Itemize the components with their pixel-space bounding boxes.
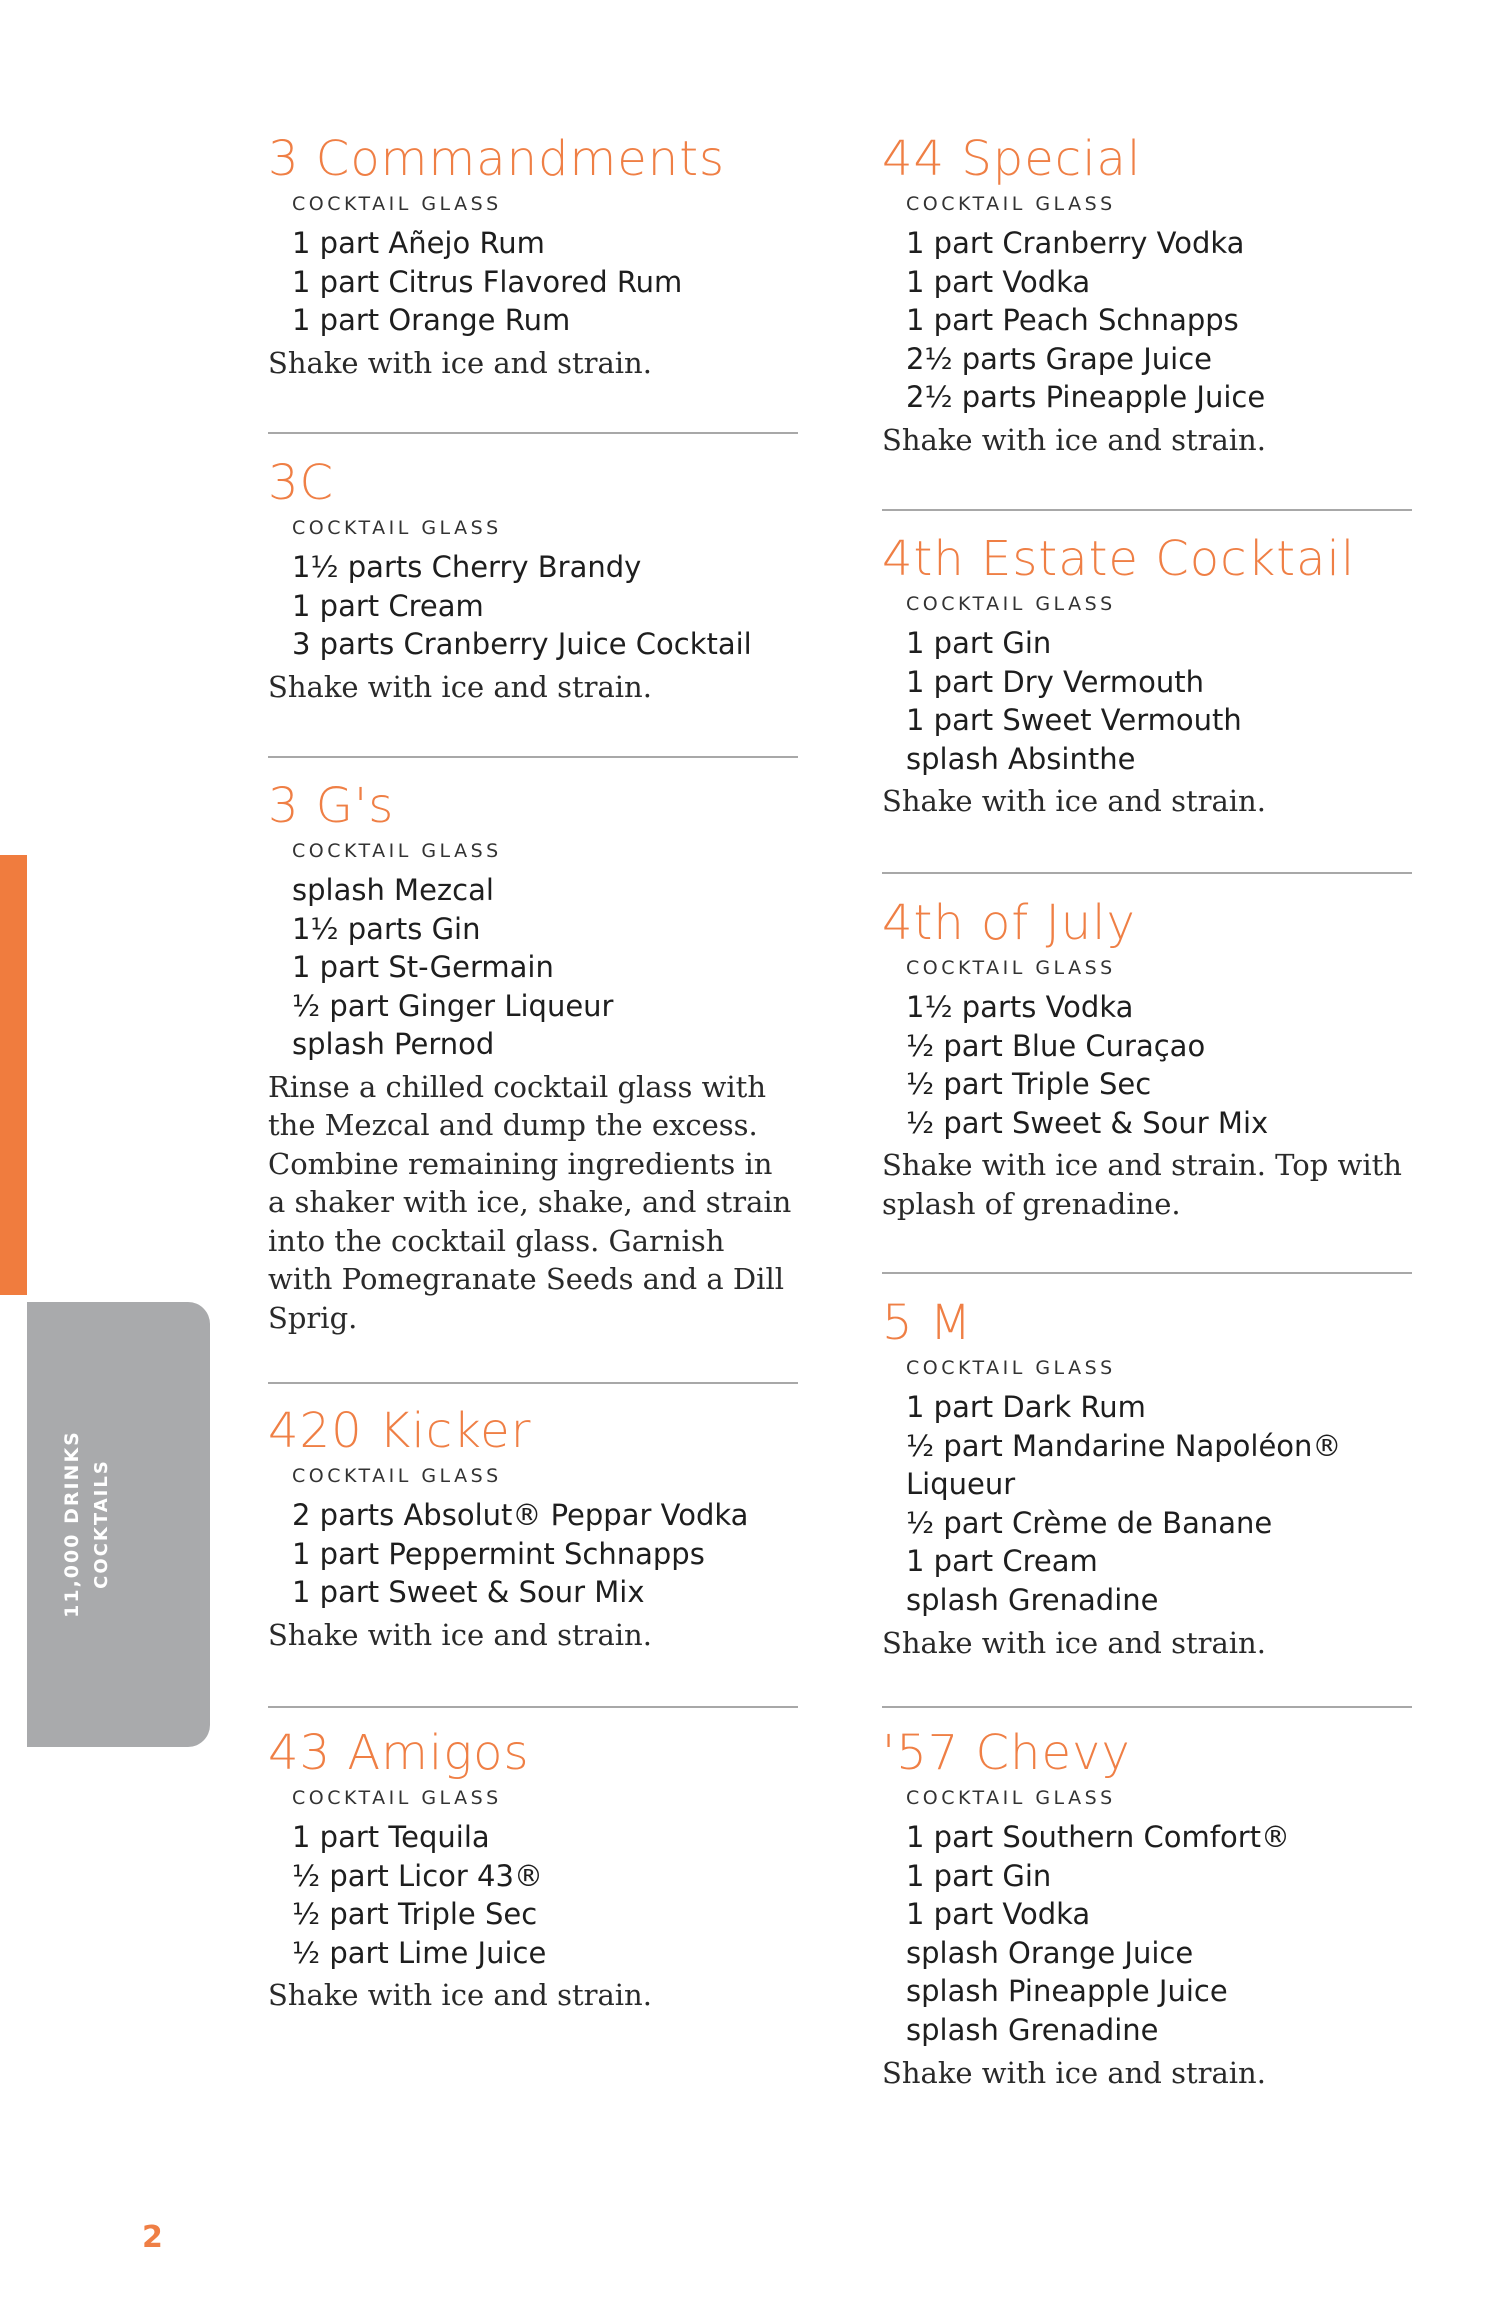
- ingredient-list: [882, 1818, 1412, 2050]
- ingredient: 1 part Citrus Flavored Rum: [292, 264, 683, 299]
- ingredient: 1 part Peach Schnapps: [906, 303, 1239, 338]
- ingredient: 1½ parts Gin: [292, 911, 481, 946]
- glass-type: COCKTAIL GLASS: [292, 840, 502, 862]
- ingredient: 1 part Peppermint Schnapps: [292, 1536, 705, 1571]
- ingredient: 1 part Añejo Rum: [292, 226, 545, 260]
- ingredient: 3 parts Cranberry Juice Cocktail: [292, 627, 752, 662]
- ingredient: splash Pernod: [292, 1027, 495, 1062]
- ingredient: ½ part Licor 43®: [292, 1858, 543, 1893]
- recipe-4th-estate-cocktail: [882, 528, 1412, 821]
- ingredient: 1½ parts Cherry Brandy: [292, 550, 642, 584]
- section-side-tab: [27, 1302, 210, 1747]
- recipe-name: 3C: [268, 455, 335, 511]
- glass-type: COCKTAIL GLASS: [292, 1465, 502, 1487]
- ingredient: 1 part Sweet & Sour Mix: [292, 1575, 645, 1610]
- ingredient: 2 parts Absolut® Peppar Vodka: [292, 1498, 749, 1532]
- divider: [268, 432, 798, 434]
- side-tab-title: 11,000 DRINKS: [61, 1430, 83, 1618]
- recipe-name: 4th Estate Cocktail: [882, 531, 1356, 587]
- recipe-name: 4th of July: [882, 895, 1136, 951]
- ingredient: ½ part Triple Sec: [906, 1067, 1152, 1102]
- recipe-420-kicker: [268, 1400, 798, 1654]
- recipe-43-amigos: [268, 1722, 798, 2015]
- recipe-name: 3 Commandments: [268, 131, 726, 187]
- ingredient-list: [268, 548, 798, 664]
- glass-type: COCKTAIL GLASS: [906, 1357, 1116, 1379]
- ingredient: 1 part Cream: [906, 1544, 1098, 1579]
- ingredient: ½ part Sweet & Sour Mix: [906, 1105, 1269, 1140]
- glass-type: COCKTAIL GLASS: [292, 1787, 502, 1809]
- instructions: Shake with ice and strain.: [882, 1625, 1266, 1660]
- instructions: Shake with ice and strain.: [268, 1617, 652, 1652]
- divider: [268, 1382, 798, 1384]
- ingredient-list: [882, 624, 1412, 778]
- ingredient-list: [268, 1818, 798, 1972]
- ingredient: 1 part Dry Vermouth: [906, 664, 1204, 699]
- recipe-3c: [268, 452, 798, 706]
- ingredient-list: [882, 1388, 1412, 1620]
- recipe-name: '57 Chevy: [882, 1725, 1131, 1781]
- ingredient: ½ part Lime Juice: [292, 1935, 547, 1970]
- ingredient-list: [268, 871, 798, 1064]
- divider: [882, 1706, 1412, 1708]
- recipe-3-commandments: [268, 128, 798, 382]
- ingredient: splash Grenadine: [906, 1582, 1159, 1617]
- recipe-57-chevy: [882, 1722, 1412, 2092]
- instructions: Shake with ice and strain.: [268, 669, 652, 704]
- ingredient-list: [268, 224, 798, 340]
- instructions: Shake with ice and strain.: [268, 1978, 652, 2013]
- ingredient: 1 part Southern Comfort®: [906, 1820, 1290, 1854]
- divider: [882, 509, 1412, 511]
- ingredient: splash Grenadine: [906, 2012, 1159, 2047]
- ingredient-list: [268, 1496, 798, 1612]
- recipe-3-gs: [268, 775, 798, 1337]
- divider: [882, 872, 1412, 874]
- ingredient: 1 part Gin: [906, 626, 1052, 660]
- instructions: Rinse a chilled cocktail glass with the Mezcal and dump the excess. Combine remaining ingredients in a shaker with ice, shake, and strain into the cocktail glass. Garnish with Pomegranate Seeds and a Dill Sprig.: [268, 1069, 792, 1335]
- orange-edge-bar: [0, 855, 27, 1295]
- glass-type: COCKTAIL GLASS: [906, 957, 1116, 979]
- recipe-5-m: [882, 1292, 1412, 1662]
- ingredient: 1 part St-Germain: [292, 950, 554, 985]
- ingredient: 1 part Tequila: [292, 1820, 490, 1854]
- ingredient: splash Mezcal: [292, 873, 494, 907]
- ingredient: 1½ parts Vodka: [906, 990, 1134, 1024]
- recipe-name: 420 Kicker: [268, 1403, 532, 1459]
- recipe-4th-of-july: [882, 892, 1412, 1223]
- ingredient: 1 part Orange Rum: [292, 303, 571, 338]
- divider: [268, 1706, 798, 1708]
- ingredient: ½ part Mandarine Napoléon®: [906, 1428, 1342, 1463]
- divider: [268, 756, 798, 758]
- ingredient: ½ part Ginger Liqueur: [292, 988, 614, 1023]
- instructions: Shake with ice and strain.: [882, 784, 1266, 819]
- recipe-name: 43 Amigos: [268, 1725, 530, 1781]
- ingredient: 2½ parts Grape Juice: [906, 341, 1212, 376]
- ingredient: ½ part Blue Curaçao: [906, 1028, 1206, 1063]
- ingredient: ½ part Triple Sec: [292, 1897, 538, 1932]
- ingredient: splash Pineapple Juice: [906, 1974, 1228, 2009]
- ingredient: 1 part Vodka: [906, 264, 1091, 299]
- glass-type: COCKTAIL GLASS: [906, 1787, 1116, 1809]
- ingredient: ½ part Crème de Banane: [906, 1505, 1273, 1540]
- ingredient-list: [882, 224, 1412, 417]
- recipe-name: 3 G's: [268, 778, 395, 834]
- ingredient: 2½ parts Pineapple Juice: [906, 380, 1266, 415]
- ingredient: splash Orange Juice: [906, 1935, 1194, 1970]
- instructions: Shake with ice and strain.: [882, 2055, 1266, 2090]
- recipe-name: 5 M: [882, 1295, 973, 1351]
- glass-type: COCKTAIL GLASS: [292, 517, 502, 539]
- instructions: Shake with ice and strain. Top with splash of grenadine.: [882, 1148, 1402, 1221]
- ingredient: 1 part Dark Rum: [906, 1390, 1146, 1424]
- ingredient: 1 part Sweet Vermouth: [906, 703, 1242, 738]
- glass-type: COCKTAIL GLASS: [292, 193, 502, 215]
- ingredient: Liqueur: [906, 1467, 1016, 1502]
- ingredient: 1 part Gin: [906, 1858, 1052, 1893]
- page-number: 2: [142, 2220, 163, 2255]
- ingredient: 1 part Cranberry Vodka: [906, 226, 1245, 260]
- ingredient: splash Absinthe: [906, 741, 1136, 776]
- divider: [882, 1272, 1412, 1274]
- recipe-44-special: [882, 128, 1412, 459]
- ingredient-list: [882, 988, 1412, 1142]
- ingredient: 1 part Vodka: [906, 1897, 1091, 1932]
- instructions: Shake with ice and strain.: [882, 422, 1266, 457]
- instructions: Shake with ice and strain.: [268, 345, 652, 380]
- glass-type: COCKTAIL GLASS: [906, 193, 1116, 215]
- ingredient: 1 part Cream: [292, 588, 484, 623]
- side-tab-subtitle: COCKTAILS: [91, 1459, 112, 1589]
- recipe-name: 44 Special: [882, 131, 1142, 187]
- glass-type: COCKTAIL GLASS: [906, 593, 1116, 615]
